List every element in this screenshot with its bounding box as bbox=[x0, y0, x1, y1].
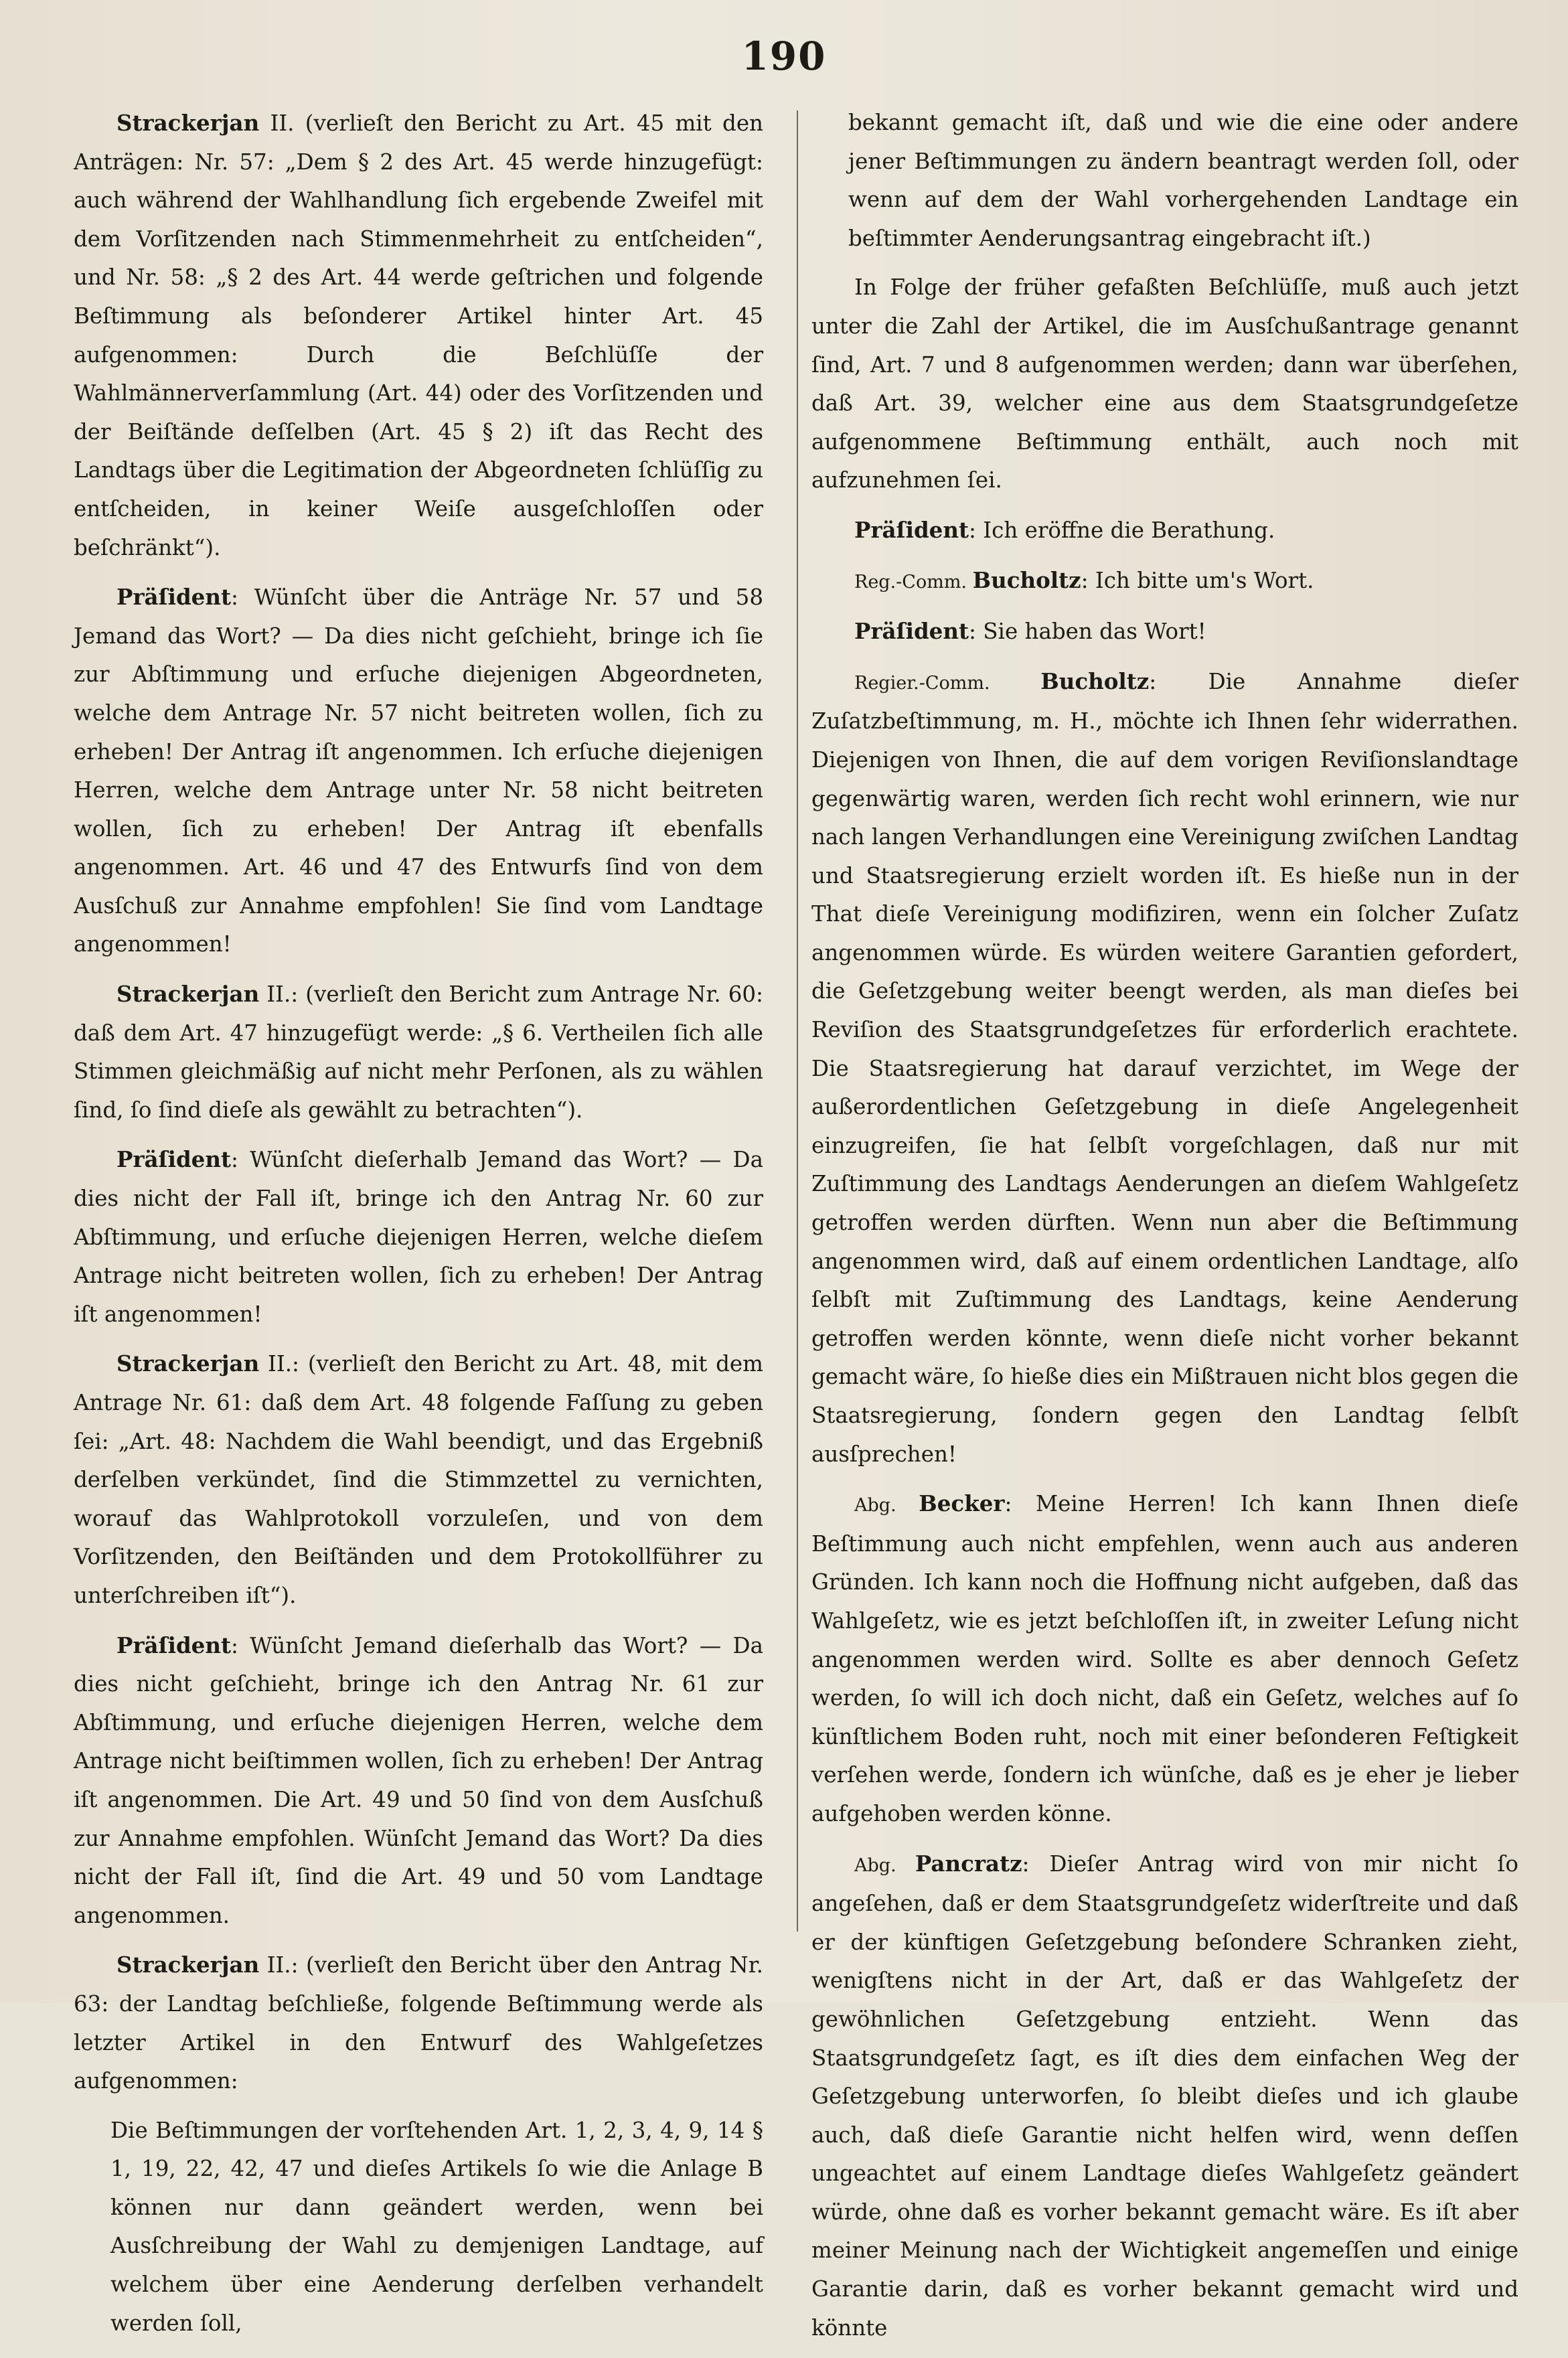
speaker-role: Reg.-Comm. bbox=[854, 571, 973, 593]
quoted-provision-continued: bekannt gemacht iſt, daß und wie die eine oder andere jener Beſtimmungen zu ändern beantragt werden ſoll, oder wenn auf dem der Wahl vorhergehenden Landtage ein beſtimmter Aenderungsantrag eingebracht iſt.) bbox=[848, 110, 1518, 251]
speaker-role: Abg. bbox=[854, 1495, 919, 1516]
speaker-suffix: II.: bbox=[259, 1952, 299, 1978]
paragraph bbox=[74, 104, 763, 567]
paragraph-text: Dieſer Antrag wird von mir nicht ſo angeſehen, daß er dem Staatsgrundgeſetz widerſtreite und daß er der künftigen Geſetzgebung beſondere Schranken zieht, wenigſtens nicht in der Art, daß er das Wahlgeſetz der gewöhnlichen Geſetzgebung entzieht. Wenn das Staatsgrundgeſetz ſagt, es iſt dies dem einfachen Weg der Geſetzgebung unterworfen, ſo bleibt dieſes und ich glaube auch, daß dieſe Garantie nicht helfen wird, wenn deſſen ungeachtet auf einem Landtage dieſes Wahlgeſetz geändert würde, ohne daß es vorher bekannt gemacht wäre. Es iſt aber meiner Meinung nach der Wichtigkeit angemeſſen und einige Garantie darin, daß es vorher bekannt gemacht wird und könnte bbox=[811, 1851, 1518, 2341]
speaker-name: Pancratz bbox=[915, 1850, 1022, 1877]
paragraph bbox=[74, 1140, 763, 1334]
paragraph-text: Wünſcht über die Anträge Nr. 57 und 58 Jemand das Wort? — Da dies nicht geſchieht, bringe ich ſie zur Abſtimmung und erſuche diejenigen Abgeordneten, welche dem Antrage Nr. 57 nicht beitreten wollen, ſich zu erheben! Der Antrag iſt angenommen. Ich erſuche diejenigen Herren, welche dem Antrage unter Nr. 58 nicht beitreten wollen, ſich zu erheben! Der Antrag iſt ebenfalls angenommen. Art. 46 und 47 des Entwurfs ſind von dem Ausſchuß zur Annahme empfohlen! Sie ſind vom Landtage angenommen! bbox=[74, 584, 763, 957]
paragraph bbox=[74, 1344, 763, 1615]
paragraph bbox=[811, 268, 1518, 500]
paragraph bbox=[74, 1626, 763, 1936]
speaker-suffix: : bbox=[231, 584, 238, 611]
paragraph-text: Wünſcht Jemand dieſerhalb das Wort? — Da dies nicht geſchieht, bringe ich den Antrag Nr. 61 zur Abſtimmung, und erſuche diejenigen Herren, welche dem Antrage nicht beiſtimmen wollen, ſich zu erheben! Der Antrag iſt angenommen. Die Art. 49 und 50 ſind von dem Ausſchuß zur Annahme empfohlen. Wünſcht Jemand das Wort? Da dies nicht der Fall iſt, ſind die Art. 49 und 50 vom Landtage angenommen. bbox=[74, 1632, 763, 1928]
paragraph-text: Die Annahme dieſer Zuſatzbeſtimmung, m. H., möchte ich Ihnen ſehr widerrathen. Diejenigen von Ihnen, die auf dem vorigen Reviſionslandtage gegenwärtig waren, werden ſich recht wohl erinnern, wie nur nach langen Verhandlungen eine Vereinigung zwiſchen Landtag und Staatsregierung erzielt worden iſt. Es hieße nun in der That dieſe Vereinigung modifiziren, wenn ein ſolcher Zuſatz angenommen würde. Es würden weitere Garantien gefordert, die Geſetzgebung weiter beengt werden, als man dieſes bei Reviſion des Staatsgrundgeſetzes für erforderlich erachtete. Die Staatsregierung hat darauf verzichtet, im Wege der außerordentlichen Geſetzgebung in dieſe Angelegenheit einzugreifen, ſie hat ſelbſt vorgeſchlagen, daß nur mit Zuſtimmung des Landtags Aenderungen an dieſem Wahlgeſetz getroffen werden dürften. Wenn nun aber die Beſtimmung angenommen wird, daß auf einem ordentlichen Landtage, alſo ſelbſt mit Zuſtimmung des Landtags, keine Aenderung getroffen werden könnte, wenn dieſe nicht vorher bekannt gemacht wäre, ſo hieße dies ein Mißtrauen nicht blos gegen die Staatsregierung, ſondern gegen den Landtag ſelbſt ausſprechen! bbox=[811, 668, 1518, 1467]
speaker-name: Bucholtz bbox=[972, 566, 1081, 593]
quoted-provision: Die Beſtimmungen der vorſtehenden Art. 1, 2, 3, 4, 9, 14 § 1, 19, 22, 42, 47 und dieſes Artikels ſo wie die Anlage B können nur dann geändert werden, wenn bei Ausſchreibung der Wahl zu demjenigen Landtage, auf welchem über eine Aenderung derſelben verhandelt werden ſoll, bbox=[110, 2117, 763, 2336]
right-column bbox=[811, 104, 1518, 2358]
paragraph-text: (verlieſt den Bericht zu Art. 48, mit dem Antrage Nr. 61: daß dem Art. 48 folgende Faſſung zu geben ſei: „Art. 48: Nachdem die Wahl beendigt, und das Ergebniß derſelben verkündet, ſind die Stimmzettel zu vernichten, worauf das Wahlprotokoll vorzuleſen, und von dem Vorſitzenden, den Beiſtänden und dem Protokollführer zu unterſchreiben iſt“). bbox=[74, 1351, 763, 1608]
speaker-suffix: : bbox=[1149, 668, 1157, 694]
speaker-name: Präſident bbox=[116, 584, 231, 611]
paragraph-text: (verlieſt den Bericht zu Art. 45 mit den Anträgen: Nr. 57: „Dem § 2 des Art. 45 werde hinzugefügt: auch während der Wahlhandlung ſich ergebende Zweifel mit dem Vorſitzenden nach Stimmenmehrheit zu entſcheiden“, und Nr. 58: „§ 2 des Art. 44 werde geſtrichen und folgende Beſtimmung als beſonderer Artikel hinter Art. 45 aufgenommen: Durch die Beſchlüſſe der Wahlmännerverſammlung (Art. 44) oder des Vorſitzenden und der Beiſtände deſſelben (Art. 45 § 2) iſt das Recht des Landtags über die Legitimation der Abgeordneten ſchlüſſig zu entſcheiden, in keiner Weiſe ausgeſchloſſen oder beſchränkt“). bbox=[74, 110, 763, 560]
speaker-suffix: : bbox=[1022, 1851, 1030, 1877]
speaker-name: Präſident bbox=[116, 1146, 231, 1173]
paragraph bbox=[811, 662, 1518, 1474]
paragraph bbox=[74, 975, 763, 1129]
speaker-name: Strackerjan bbox=[116, 1952, 260, 1978]
paragraph bbox=[811, 1844, 1518, 2348]
left-column bbox=[74, 104, 763, 2353]
paragraph-text: Wünſcht dieſerhalb Jemand das Wort? — Da dies nicht der Fall iſt, bringe ich den Antrag Nr. 60 zur Abſtimmung, und erſuche diejenigen Herren, welche dieſem Antrage nicht beitreten wollen, ſich zu erheben! Der Antrag iſt angenommen! bbox=[74, 1147, 763, 1327]
paragraph-text: Meine Herren! Ich kann Ihnen dieſe Beſtimmung auch nicht empfehlen, wenn auch aus anderen Gründen. Ich kann noch die Hoffnung nicht aufgeben, daß das Wahlgeſetz, wie es jetzt beſchloſſen iſt, in zweiter Leſung nicht angenommen werden wird. Sollte es aber dennoch Geſetz werden, ſo will ich doch nicht, daß ein Geſetz, welches auf ſo künſtlichem Boden ruht, noch mit einer beſonderen Feſtigkeit verſehen werde, ſondern ich wünſche, daß es je eher je lieber aufgehoben werden könne. bbox=[811, 1491, 1518, 1826]
speaker-name: Strackerjan bbox=[116, 1350, 260, 1377]
paragraph bbox=[811, 612, 1518, 651]
speaker-suffix: : bbox=[1004, 1491, 1012, 1517]
paragraph bbox=[811, 1484, 1518, 1833]
speaker-suffix: II.: bbox=[259, 1351, 299, 1377]
speaker-suffix: II. bbox=[259, 110, 295, 136]
speaker-suffix: : bbox=[231, 1147, 238, 1173]
speaker-name: Strackerjan bbox=[116, 981, 260, 1008]
speaker-suffix: II.: bbox=[259, 981, 299, 1008]
paragraph bbox=[74, 578, 763, 964]
paragraph-text: (verlieſt den Bericht über den Antrag Nr. 63: der Landtag beſchließe, folgende Beſtimmung werde als letzter Artikel in den Entwurf des Wahlgeſetzes aufgenommen: bbox=[74, 1952, 763, 2094]
paragraph-text: Ich bitte um's Wort. bbox=[1088, 567, 1314, 593]
speaker-suffix: : bbox=[969, 517, 976, 543]
paragraph-text: (verlieſt den Bericht zum Antrage Nr. 60: daß dem Art. 47 hinzugefügt werde: „§ 6. Vertheilen ſich alle Stimmen gleichmäßig auf nicht mehr Perſonen, als zu wählen ſind, ſo ſind dieſe als gewählt zu betrachten“). bbox=[74, 981, 763, 1123]
paragraph-text: Sie haben das Wort! bbox=[975, 619, 1206, 645]
speaker-suffix: : bbox=[1081, 567, 1089, 593]
speaker-role: Abg. bbox=[854, 1855, 915, 1876]
speaker-role: Regier.-Comm. bbox=[854, 672, 1041, 694]
paragraph-text: In Folge der früher gefaßten Beſchlüſſe, muß auch jetzt unter die Zahl der Artikel, die im Ausſchußantrage genannt ſind, Art. 7 und 8 aufgenommen werden; dann war überſehen, daß Art. 39, welcher eine aus dem Staatsgrundgeſetze aufgenommene Beſtimmung enthält, auch noch mit aufzunehmen ſei. bbox=[811, 274, 1518, 493]
speaker-name: Präſident bbox=[854, 618, 969, 645]
speaker-name: Becker bbox=[919, 1490, 1005, 1517]
paragraph-text: Ich eröffne die Berathung. bbox=[975, 517, 1275, 543]
paragraph bbox=[74, 1946, 763, 2100]
speaker-name: Bucholtz bbox=[1040, 667, 1150, 694]
page-number: 190 bbox=[741, 33, 827, 79]
speaker-name: Strackerjan bbox=[116, 110, 260, 136]
speaker-suffix: : bbox=[969, 619, 976, 645]
speaker-suffix: : bbox=[231, 1632, 238, 1658]
column-divider bbox=[797, 110, 798, 1932]
speaker-name: Präſident bbox=[854, 516, 969, 543]
speaker-name: Präſident bbox=[116, 1632, 231, 1658]
paragraph bbox=[811, 561, 1518, 602]
paragraph bbox=[811, 511, 1518, 550]
